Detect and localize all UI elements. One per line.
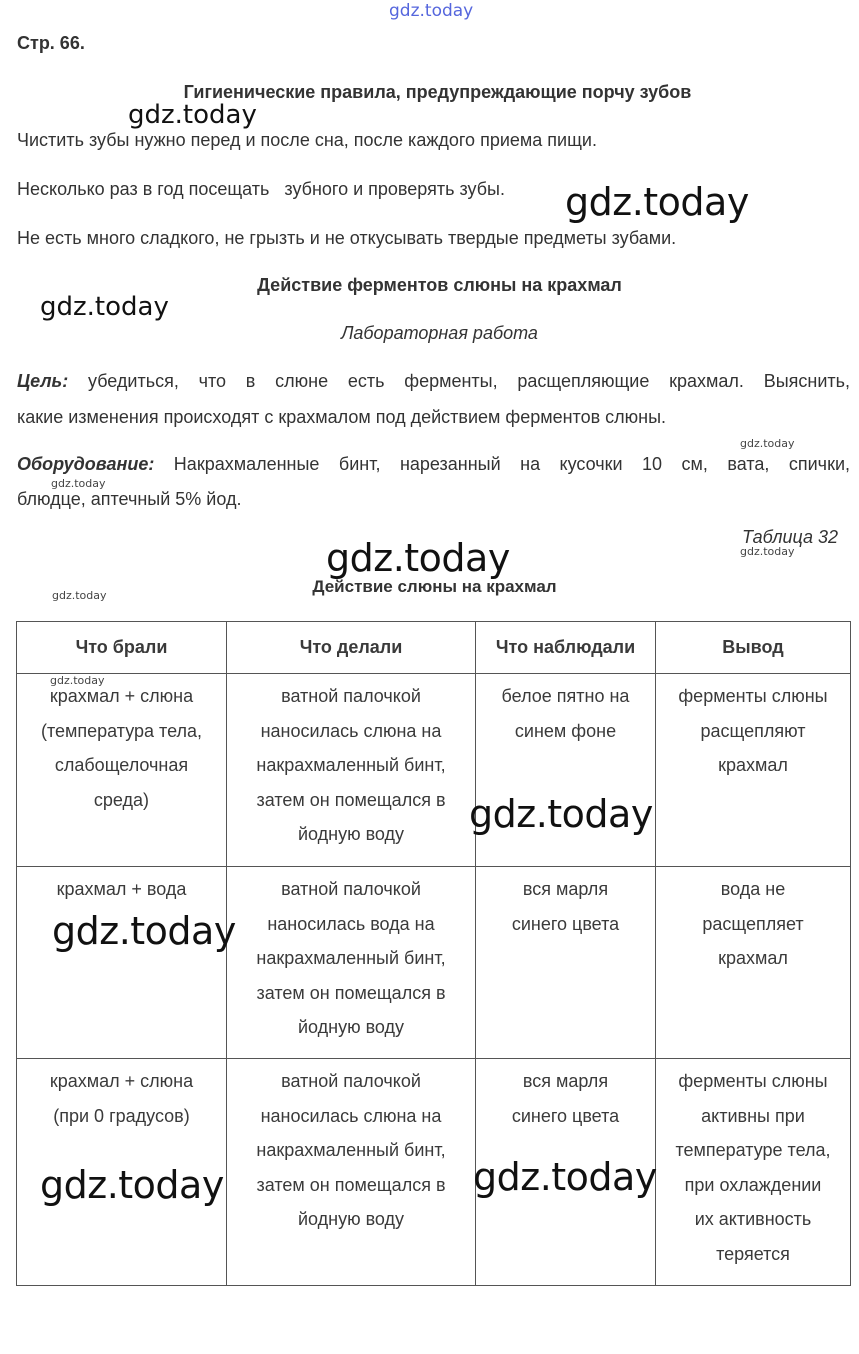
- goal-text-1: убедиться, что в слюне есть ферменты, расщепляющие крахмал. Выяснить,: [68, 371, 850, 391]
- watermark: gdz.today: [469, 792, 653, 836]
- watermark: gdz.today: [473, 1155, 657, 1199]
- watermark: gdz.today: [40, 292, 169, 322]
- cell-line: среда): [93, 789, 150, 810]
- equipment-label: Оборудование:: [17, 454, 155, 474]
- lab-equipment-line-1: [17, 447, 850, 481]
- cell-line: затем он помещался в: [256, 789, 446, 810]
- hygiene-title: Гигиенические правила, предупреждающие порчу зубов: [183, 82, 692, 102]
- cell-line: накрахмаленный бинт,: [256, 755, 446, 775]
- watermark: gdz.today: [40, 1163, 224, 1207]
- table-cell: [656, 1059, 851, 1286]
- cell-line: (при 0 градусов): [53, 1105, 190, 1126]
- cell-line: наносилась слюна на: [260, 1105, 442, 1126]
- cell-line: крахмал: [718, 755, 788, 775]
- cell-line: ферменты слюны: [678, 1071, 828, 1091]
- watermark: gdz.today: [51, 477, 106, 490]
- cell-line: крахмал + вода: [56, 879, 187, 899]
- cell-line: наносилась вода на: [267, 913, 435, 934]
- watermark: gdz.today: [740, 545, 795, 558]
- lab-goal-line-1: [17, 364, 850, 398]
- watermark: gdz.today: [565, 180, 749, 224]
- cell-line: их активность: [694, 1209, 812, 1229]
- header-what-taken: Что брали: [17, 622, 227, 674]
- table-caption: Таблица 32: [742, 527, 839, 547]
- table-cell: [227, 674, 476, 867]
- watermark: gdz.today: [50, 674, 105, 687]
- cell-line: крахмал + слюна: [49, 686, 194, 706]
- cell-line: теряется: [716, 1243, 790, 1264]
- cell-line: вся марля: [522, 879, 609, 899]
- cell-line: крахмал: [718, 948, 788, 968]
- cell-line: наносилась слюна на: [260, 720, 442, 741]
- cell-line: вся марля: [522, 1071, 609, 1091]
- equipment-text-1: Накрахмаленные бинт, нарезанный на кусочки 10 см, вата, спички,: [154, 454, 850, 474]
- cell-line: слабощелочная: [54, 755, 189, 775]
- cell-line: ватной палочкой: [281, 1071, 421, 1091]
- table-cell: [17, 867, 227, 1059]
- page-reference: Стр. 66.: [17, 33, 85, 53]
- cell-line: синего цвета: [511, 913, 620, 934]
- table-cell: [476, 867, 656, 1059]
- lab-equipment-line-2: блюдце, аптечный 5% йод.: [17, 489, 242, 509]
- table-cell: [656, 674, 851, 867]
- table-cell: [476, 674, 656, 867]
- cell-line: вода не: [720, 879, 786, 899]
- hygiene-rule-3: Не есть много сладкого, не грызть и не откусывать твердые предметы зубами.: [17, 228, 677, 248]
- cell-line: йодную воду: [297, 1209, 405, 1229]
- watermark: gdz.today: [52, 909, 236, 953]
- lab-goal-line-2: какие изменения происходят с крахмалом под действием ферментов слюны.: [17, 407, 667, 427]
- header-conclusion: Вывод: [656, 622, 851, 674]
- cell-line: йодную воду: [297, 824, 405, 844]
- cell-line: накрахмаленный бинт,: [256, 948, 446, 968]
- watermark: gdz.today: [52, 589, 107, 602]
- table-cell: [227, 1059, 476, 1286]
- lab-title: Действие ферментов слюны на крахмал: [257, 275, 622, 295]
- table-cell: [227, 867, 476, 1059]
- header-what-done: Что делали: [227, 622, 476, 674]
- watermark-top: gdz.today: [389, 1, 474, 21]
- cell-line: активны при: [701, 1105, 805, 1126]
- header-what-observed: Что наблюдали: [476, 622, 656, 674]
- cell-line: затем он помещался в: [256, 982, 446, 1003]
- hygiene-rule-1: Чистить зубы нужно перед и после сна, после каждого приема пищи.: [17, 130, 597, 150]
- watermark: gdz.today: [128, 100, 257, 130]
- watermark: gdz.today: [326, 536, 510, 580]
- table-row: [17, 674, 851, 867]
- table-cell: [656, 867, 851, 1059]
- cell-line: ватной палочкой: [281, 686, 421, 706]
- watermark: gdz.today: [740, 437, 795, 450]
- cell-line: ватной палочкой: [281, 879, 421, 899]
- cell-line: накрахмаленный бинт,: [256, 1140, 446, 1160]
- cell-line: расщепляет: [702, 913, 804, 934]
- cell-line: ферменты слюны: [678, 686, 828, 706]
- cell-line: синего цвета: [511, 1105, 620, 1126]
- cell-line: синем фоне: [514, 720, 617, 741]
- cell-line: крахмал + слюна: [49, 1071, 194, 1091]
- cell-line: (температура тела,: [40, 720, 203, 741]
- table-row: [17, 867, 851, 1059]
- table-header-row: [17, 622, 851, 674]
- cell-line: расщепляют: [700, 720, 806, 741]
- hygiene-rule-2: Несколько раз в год посещать зубного и проверять зубы.: [17, 179, 505, 199]
- lab-subtitle: Лабораторная работа: [341, 323, 538, 343]
- cell-line: йодную воду: [297, 1017, 405, 1037]
- goal-label: Цель:: [17, 371, 69, 391]
- cell-line: белое пятно на: [501, 686, 630, 706]
- table-cell: [17, 674, 227, 867]
- table-title: Действие слюны на крахмал: [312, 577, 557, 596]
- cell-line: температуре тела,: [675, 1140, 831, 1160]
- cell-line: при охлаждении: [684, 1174, 822, 1195]
- cell-line: затем он помещался в: [256, 1174, 446, 1195]
